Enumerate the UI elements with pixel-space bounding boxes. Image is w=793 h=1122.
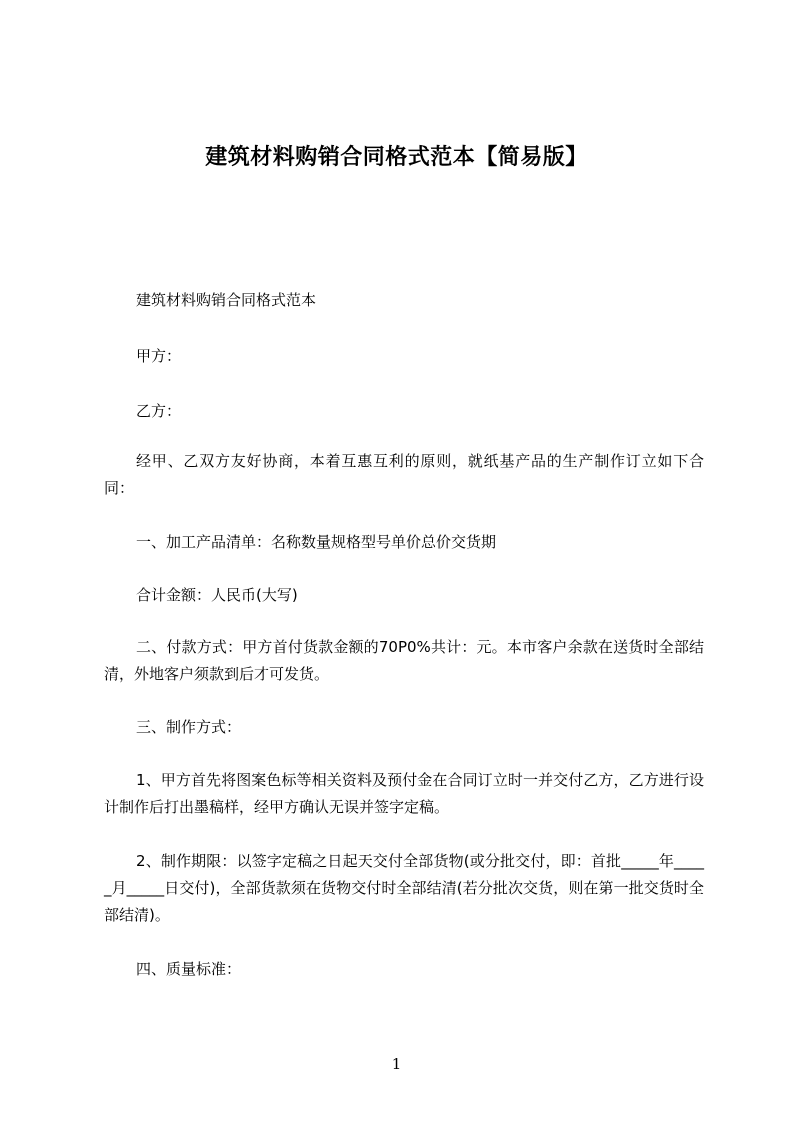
paragraph-payment-terms: 二、付款方式：甲方首付货款金额的70P0%共计：元。本市客户余款在送货时全部结清，外地客户须款到后才可发货。 bbox=[104, 638, 704, 683]
page-number: 1 bbox=[391, 1055, 402, 1073]
paragraph-production-step-1: 1、甲方首先将图案色标等相关资料及预付金在合同订立时一并交付乙方，乙方进行设计制作后打出墨稿样，经甲方确认无误并签字定稿。 bbox=[104, 771, 704, 816]
paragraph-subtitle: 建筑材料购销合同格式范本 bbox=[136, 291, 317, 309]
paragraph-production-step-2: 2、制作期限：以签字定稿之日起天交付全部货物(或分批交付，即：首批_____年_____月_____日交付)，全部货款须在货物交付时全部结清(若分批次交货，则在第一批交货时全部结清)。 bbox=[104, 852, 704, 924]
paragraph-production-method: 三、制作方式： bbox=[136, 718, 242, 736]
paragraph-party-a: 甲方： bbox=[136, 347, 182, 365]
paragraph-preamble: 经甲、乙双方友好协商，本着互惠互利的原则，就纸基产品的生产制作订立如下合同： bbox=[104, 452, 704, 497]
paragraph-total-amount: 合计金额：人民币(大写) bbox=[136, 586, 298, 604]
paragraph-product-list: 一、加工产品清单：名称数量规格型号单价总价交货期 bbox=[136, 533, 497, 551]
paragraph-quality-standard: 四、质量标准： bbox=[136, 960, 242, 978]
document-title: 建筑材料购销合同格式范本【简易版】 bbox=[205, 145, 588, 170]
paragraph-party-b: 乙方： bbox=[136, 402, 182, 420]
